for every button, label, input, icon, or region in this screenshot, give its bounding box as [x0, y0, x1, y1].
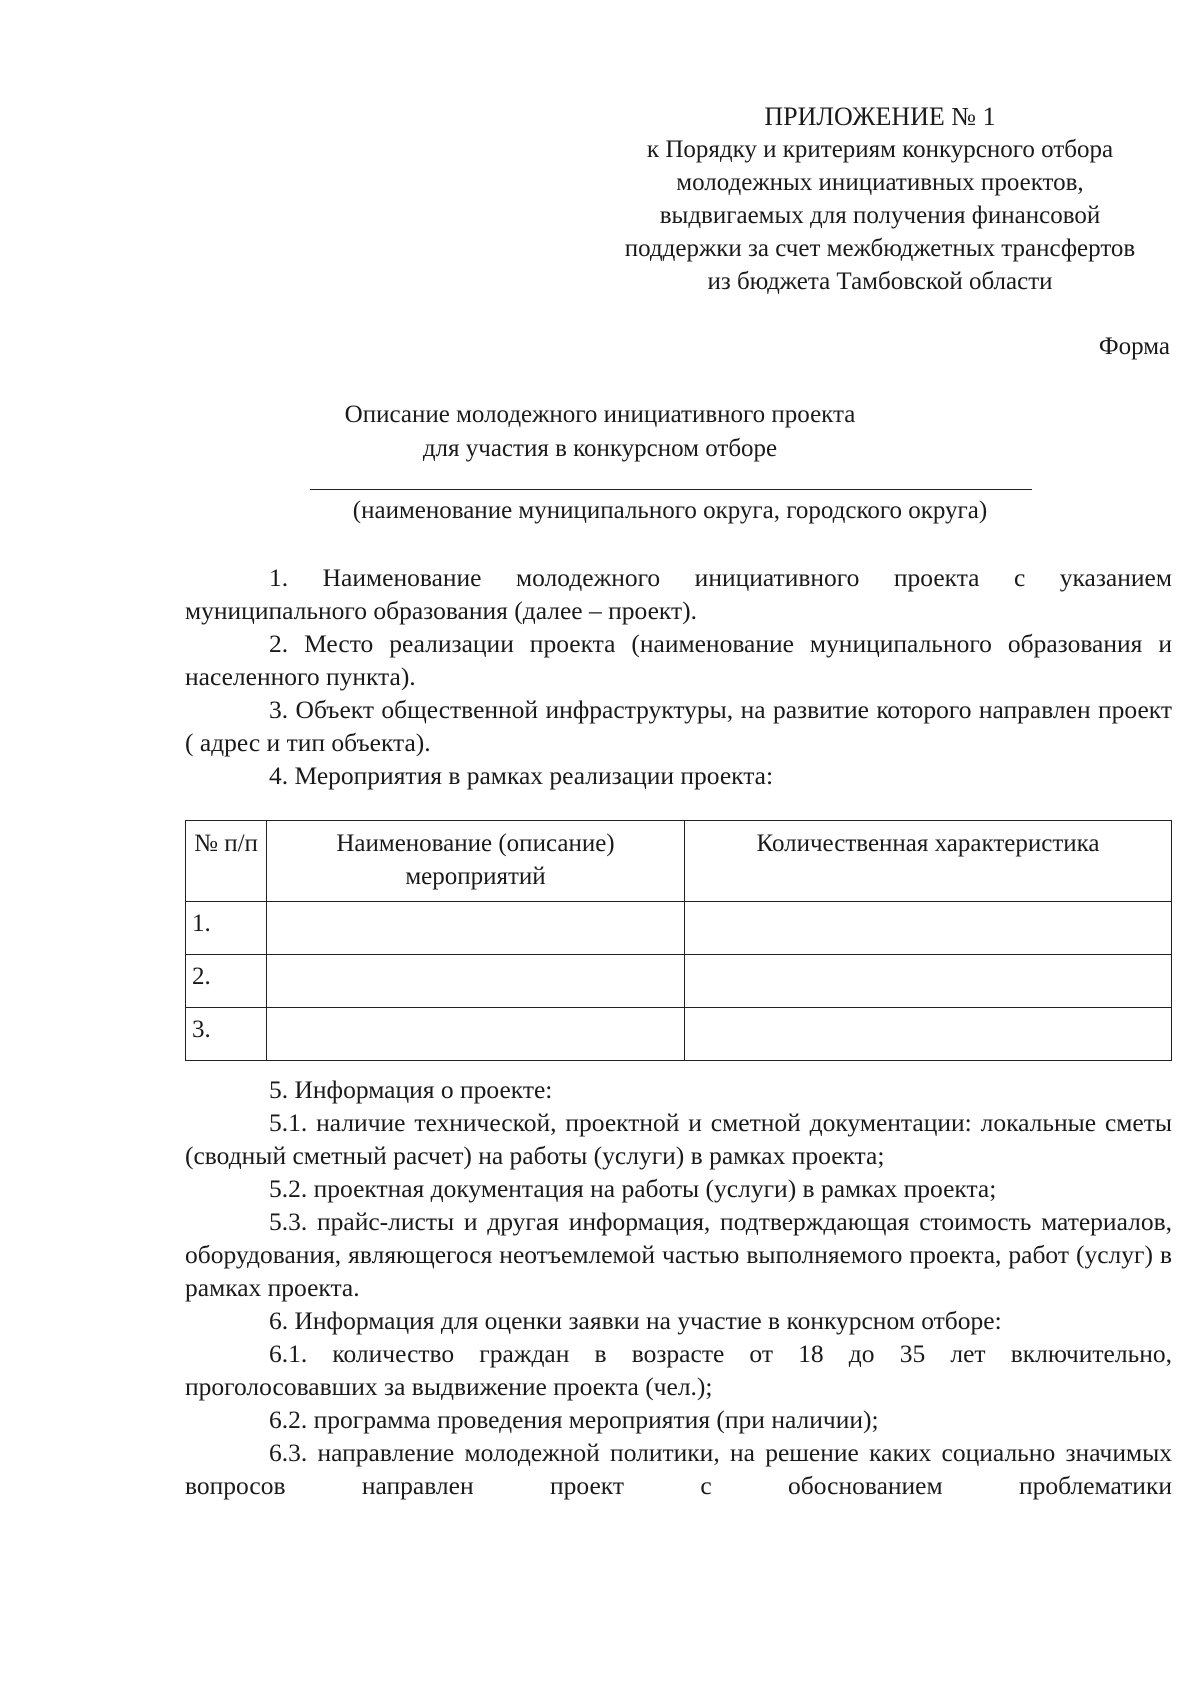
- form-label: Форма: [1098, 333, 1170, 360]
- section-5-3: 5.3. прайс-листы и другая информация, подтверждающая стоимость материалов, оборудования, являющегося неотъемлемой частью выполняемого проекта, работ (услуг) в рамках проекта.: [185, 1207, 1172, 1302]
- sections-5-6: [185, 1073, 1172, 1502]
- sections-1-4: [185, 561, 1172, 792]
- section-1: 1. Наименование молодежного инициативного проекта с указанием муниципального образования (далее – проект).: [185, 563, 1172, 625]
- cell-num: 2.: [186, 955, 267, 1008]
- cell-quantity: [685, 902, 1172, 955]
- section-6-1: 6.1. количество граждан в возрасте от 18 до 35 лет включительно, проголосовавших за выдвижение проекта (чел.);: [185, 1339, 1172, 1401]
- table-row: [186, 902, 1172, 955]
- header-num: № п/п: [186, 821, 267, 902]
- appendix-title: ПРИЛОЖЕНИЕ № 1: [764, 102, 996, 131]
- description-title-line: для участия в конкурсном отборе: [422, 435, 778, 462]
- header-quantity: Количественная характеристика: [685, 821, 1172, 902]
- appendix-line: выдвигаемых для получения финансовой: [659, 202, 1101, 229]
- section-5-2: 5.2. проектная документация на работы (услуги) в рамках проекта;: [269, 1174, 997, 1203]
- description-title-line: Описание молодежного инициативного проекта: [344, 401, 856, 428]
- section-2: 2. Место реализации проекта (наименование муниципального образования и населенного пункта).: [185, 629, 1172, 691]
- description-title: [320, 398, 880, 466]
- section-3: 3. Объект общественной инфраструктуры, на развитие которого направлен проект ( адрес и тип объекта).: [185, 695, 1172, 757]
- cell-num: 3.: [186, 1008, 267, 1061]
- events-table: [185, 820, 1172, 1061]
- cell-quantity: [685, 955, 1172, 1008]
- cell-name: [267, 955, 685, 1008]
- table-row: [186, 955, 1172, 1008]
- cell-num: 1.: [186, 902, 267, 955]
- appendix-line: к Порядку и критериям конкурсного отбора: [646, 136, 1114, 163]
- table-header-row: [186, 821, 1172, 902]
- section-6-2: 6.2. программа проведения мероприятия (при наличии);: [269, 1405, 879, 1434]
- section-4: 4. Мероприятия в рамках реализации проекта:: [269, 761, 774, 790]
- appendix-line: молодежных инициативных проектов,: [676, 169, 1084, 196]
- fill-in-line: [310, 489, 1032, 490]
- fill-in-caption: (наименование муниципального округа, городского округа): [352, 497, 988, 524]
- header-name: Наименование (описание) мероприятий: [267, 821, 685, 902]
- appendix-line: поддержки за счет межбюджетных трансфертов: [624, 235, 1136, 262]
- section-6: 6. Информация для оценки заявки на участие в конкурсном отборе:: [269, 1306, 1002, 1335]
- cell-name: [267, 902, 685, 955]
- section-5: 5. Информация о проекте:: [269, 1075, 553, 1104]
- cell-name: [267, 1008, 685, 1061]
- cell-quantity: [685, 1008, 1172, 1061]
- section-5-1: 5.1. наличие технической, проектной и сметной документации: локальные сметы (сводный сметный расчет) на работы (услуги) в рамках проекта;: [185, 1108, 1172, 1170]
- table-row: [186, 1008, 1172, 1061]
- appendix-line: из бюджета Тамбовской области: [707, 268, 1053, 295]
- section-6-3: 6.3. направление молодежной политики, на решение каких социально значимых вопросов направлен проект с обоснованием проблематики: [185, 1438, 1172, 1500]
- appendix-header: [590, 100, 1170, 298]
